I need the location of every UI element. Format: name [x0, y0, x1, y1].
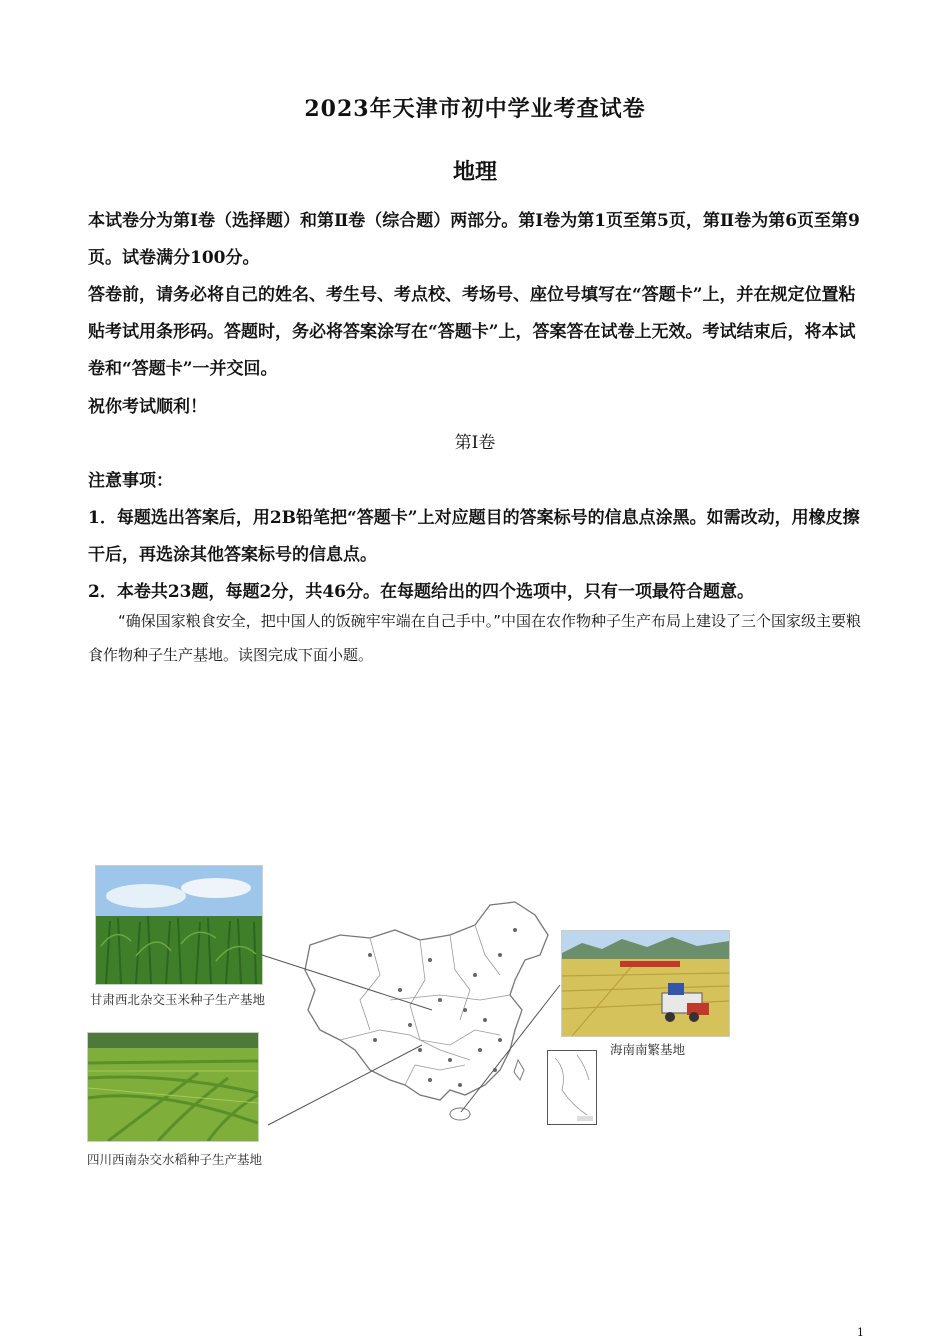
subject-title: 地理 [452, 159, 497, 185]
sichuan-caption: 四川西南杂交水稻种子生产基地 [87, 1152, 263, 1167]
gansu-caption: 甘肃西北杂交玉米种子生产基地 [90, 992, 266, 1007]
hainan-caption: 海南南繁基地 [610, 1042, 686, 1057]
notes-heading: 注意事项： [88, 471, 173, 491]
instruction-paragraph-1: 本试卷分为第Ⅰ卷（选择题）和第Ⅱ卷（综合题）两部分。第Ⅰ卷为第1页至第5页，第Ⅱ卷为第6页至第9页。试卷满分100分。 [88, 211, 860, 268]
instruction-paragraph-2: 答卷前，请务必将自己的姓名、考生号、考点校、考场号、座位号填写在“答题卡”上，并在规定位置粘贴考试用条形码。答题时，务必将答案涂写在“答题卡”上，答案答在试卷上无效。考试结束后，将本试卷和“答题卡”一并交回。 [88, 285, 856, 379]
note-2: 2．本卷共23题，每题2分，共46分。在每题给出的四个选项中，只有一项最符合题意。 [88, 582, 754, 602]
note-1: 1．每题选出答案后，用2B铅笔把“答题卡”上对应题目的答案标号的信息点涂黑。如需改动，用橡皮擦干后，再选涂其他答案标号的信息点。 [88, 508, 860, 565]
question-intro: “确保国家粮食安全，把中国人的饭碗牢牢端在自己手中。”中国在农作物种子生产布局上建设了三个国家级主要粮食作物种子生产基地。读图完成下面小题。 [88, 612, 862, 664]
good-luck-line: 祝你考试顺利！ [88, 397, 207, 417]
page-title: 2023年天津市初中学业考查试卷 [304, 96, 646, 122]
section-title: 第Ⅰ卷 [454, 433, 496, 453]
page-number: 1 [857, 1326, 864, 1339]
